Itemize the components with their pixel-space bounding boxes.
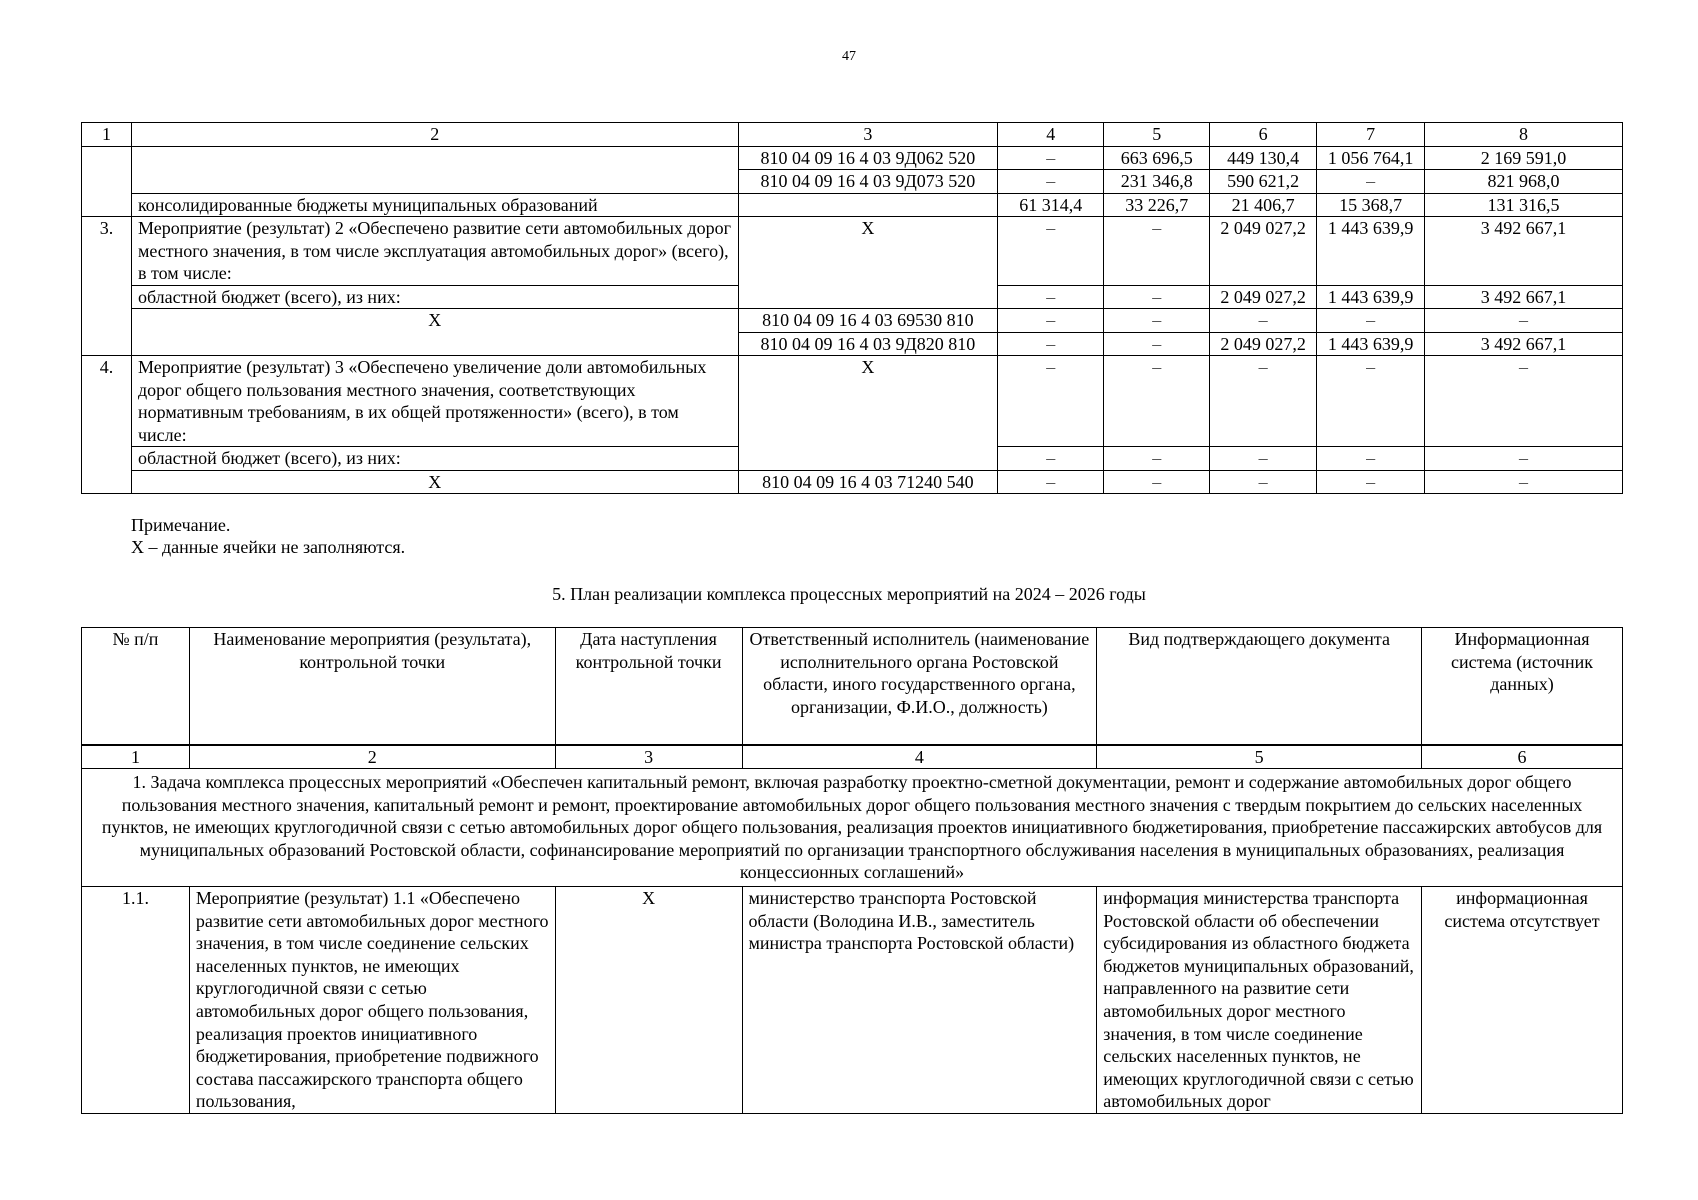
value-cell: – (998, 285, 1104, 309)
value-cell: 2 049 027,2 (1210, 332, 1317, 356)
value-cell: – (998, 332, 1104, 356)
responsible-executor: министерство транспорта Ростовской области (Володина И.В., заместитель министра транспорта Ростовской области) (742, 887, 1097, 1114)
value-cell: – (1425, 356, 1623, 447)
page-number: 47 (842, 49, 856, 64)
table-row (82, 193, 1623, 217)
column-number: 1 (82, 745, 190, 769)
value-cell: – (998, 470, 1104, 494)
budget-code: Х (738, 356, 998, 471)
value-cell: 21 406,7 (1210, 193, 1317, 217)
row-label: консолидированные бюджеты муниципальных образований (131, 193, 738, 217)
value-cell: – (1425, 447, 1623, 471)
value-cell: 449 130,4 (1210, 146, 1317, 170)
row-label: Х (131, 470, 738, 494)
value-cell: 3 492 667,1 (1425, 285, 1623, 309)
budget-code: 810 04 09 16 4 03 9Д073 520 (738, 170, 998, 194)
value-cell: – (998, 217, 1104, 286)
task-description: 1. Задача комплекса процессных мероприятий «Обеспечен капитальный ремонт, включая разработку проектно-сметной документации, ремонт и содержание автомобильных дорог общего пользования местного значения, капитальный ремонт и ремонт, проектирование автомобильных дорог общего пользования местного значения с твердым покрытием до сельских населенных пунктов, не имеющих круглогодичной связи с сетью автомобильных дорог общего пользования, реализация проектов инициативного бюджетирования, приобретение пассажирских автобусов для муниципальных образований Ростовской области, софинансирование мероприятий по организации транспортного обслуживания населения в муниципальных образованиях, реализация концессионных соглашений» (82, 769, 1623, 887)
value-cell: – (1104, 217, 1210, 286)
value-cell: 590 621,2 (1210, 170, 1317, 194)
value-cell: 3 492 667,1 (1425, 332, 1623, 356)
header-cell: Ответственный исполнитель (наименование исполнительного органа Ростовской области, иного государственного органа, организации, Ф.И.О., должность) (742, 628, 1097, 745)
value-cell: – (1104, 332, 1210, 356)
budget-code: 810 04 09 16 4 03 9Д062 520 (738, 146, 998, 170)
row-label: областной бюджет (всего), из них: (131, 447, 738, 471)
table-row (82, 887, 1623, 1114)
value-cell: – (1210, 309, 1317, 333)
value-cell: – (998, 447, 1104, 471)
row-number: 3. (82, 217, 132, 356)
confirming-document: информация министерства транспорта Ростовской области об обеспечении субсидирования из областного бюджета бюджетов муниципальных образований, направленного на развитие сети автомобильных дорог местного значения, в том числе соединение сельских населенных пунктов, не имеющих круглогодичной связи с сетью автомобильных дорог (1097, 887, 1422, 1114)
value-cell: – (1317, 356, 1425, 447)
section-title: 5. План реализации комплекса процессных мероприятий на 2024 – 2026 годы (552, 584, 1146, 604)
value-cell: – (1210, 447, 1317, 471)
value-cell: – (1317, 309, 1425, 333)
value-cell: 231 346,8 (1104, 170, 1210, 194)
note-text: Х – данные ячейки не заполняются. (131, 537, 406, 557)
value-cell: 2 049 027,2 (1210, 217, 1317, 286)
value-cell: 131 316,5 (1425, 193, 1623, 217)
header-cell: 5 (1104, 123, 1210, 147)
row-label: Мероприятие (результат) 2 «Обеспечено развитие сети автомобильных дорог местного значения, в том числе эксплуатация автомобильных дорог» (всего), в том числе: (131, 217, 738, 286)
empty-cell (82, 146, 132, 217)
activity-name: Мероприятие (результат) 1.1 «Обеспечено развитие сети автомобильных дорог местного значения, в том числе соединение сельских населенных пунктов, не имеющих круглогодичной связи с сетью автомобильных дорог общего пользования, реализация проектов инициативного бюджетирования, приобретение подвижного состава пассажирского транспорта общего пользования, (189, 887, 555, 1114)
value-cell: 15 368,7 (1317, 193, 1425, 217)
value-cell: – (1425, 309, 1623, 333)
row-label: Мероприятие (результат) 3 «Обеспечено увеличение доли автомобильных дорог общего пользования местного значения, соответствующих нормативным требованиям, в их общей протяженности» (всего), в том числе: (131, 356, 738, 447)
control-date: Х (555, 887, 742, 1114)
header-cell: Дата наступления контрольной точки (555, 628, 742, 745)
budget-code: 810 04 09 16 4 03 9Д820 810 (738, 332, 998, 356)
note-block (131, 514, 405, 558)
table-row (82, 309, 1623, 333)
value-cell: – (1210, 470, 1317, 494)
header-cell: 3 (738, 123, 998, 147)
column-number: 2 (189, 745, 555, 769)
table-row (82, 356, 1623, 447)
table-header-row (82, 628, 1623, 745)
table-row (82, 146, 1623, 170)
value-cell: – (1317, 170, 1425, 194)
value-cell: – (1104, 285, 1210, 309)
row-number: 4. (82, 356, 132, 494)
value-cell: 821 968,0 (1425, 170, 1623, 194)
header-cell: 8 (1425, 123, 1623, 147)
header-cell: 2 (131, 123, 738, 147)
value-cell: 3 492 667,1 (1425, 217, 1623, 286)
value-cell: 1 443 639,9 (1317, 332, 1425, 356)
header-cell: № п/п (82, 628, 190, 745)
value-cell: – (1104, 470, 1210, 494)
value-cell: – (998, 170, 1104, 194)
financing-table (81, 122, 1623, 494)
value-cell: – (998, 356, 1104, 447)
column-number-row (82, 745, 1623, 769)
column-number: 6 (1422, 745, 1623, 769)
note-title: Примечание. (131, 515, 231, 535)
table-header-row (82, 123, 1623, 147)
header-cell: Вид подтверждающего документа (1097, 628, 1422, 745)
row-label: Х (131, 309, 738, 356)
value-cell: – (1425, 470, 1623, 494)
value-cell: 1 443 639,9 (1317, 285, 1425, 309)
value-cell: – (1317, 470, 1425, 494)
column-number: 3 (555, 745, 742, 769)
value-cell: 2 049 027,2 (1210, 285, 1317, 309)
information-system: информационная система отсутствует (1422, 887, 1623, 1114)
value-cell: – (1210, 356, 1317, 447)
value-cell: – (998, 146, 1104, 170)
empty-cell (131, 146, 738, 193)
plan-table (81, 627, 1623, 1114)
budget-code: Х (738, 217, 998, 309)
value-cell: 1 056 764,1 (1317, 146, 1425, 170)
value-cell: 61 314,4 (998, 193, 1104, 217)
row-number: 1.1. (82, 887, 190, 1114)
header-cell: 7 (1317, 123, 1425, 147)
row-label: областной бюджет (всего), из них: (131, 285, 738, 309)
value-cell: 33 226,7 (1104, 193, 1210, 217)
column-number: 4 (742, 745, 1097, 769)
value-cell: – (1317, 447, 1425, 471)
column-number: 5 (1097, 745, 1422, 769)
table-row (82, 470, 1623, 494)
value-cell: 663 696,5 (1104, 146, 1210, 170)
header-cell: Наименование мероприятия (результата), контрольной точки (189, 628, 555, 745)
empty-cell (738, 193, 998, 217)
table-row (82, 217, 1623, 286)
header-cell: Информационная система (источник данных) (1422, 628, 1623, 745)
value-cell: – (1104, 356, 1210, 447)
budget-code: 810 04 09 16 4 03 71240 540 (738, 470, 998, 494)
header-cell: 4 (998, 123, 1104, 147)
value-cell: – (998, 309, 1104, 333)
value-cell: – (1104, 309, 1210, 333)
value-cell: – (1104, 447, 1210, 471)
value-cell: 2 169 591,0 (1425, 146, 1623, 170)
value-cell: 1 443 639,9 (1317, 217, 1425, 286)
header-cell: 6 (1210, 123, 1317, 147)
budget-code: 810 04 09 16 4 03 69530 810 (738, 309, 998, 333)
task-row (82, 769, 1623, 887)
header-cell: 1 (82, 123, 132, 147)
